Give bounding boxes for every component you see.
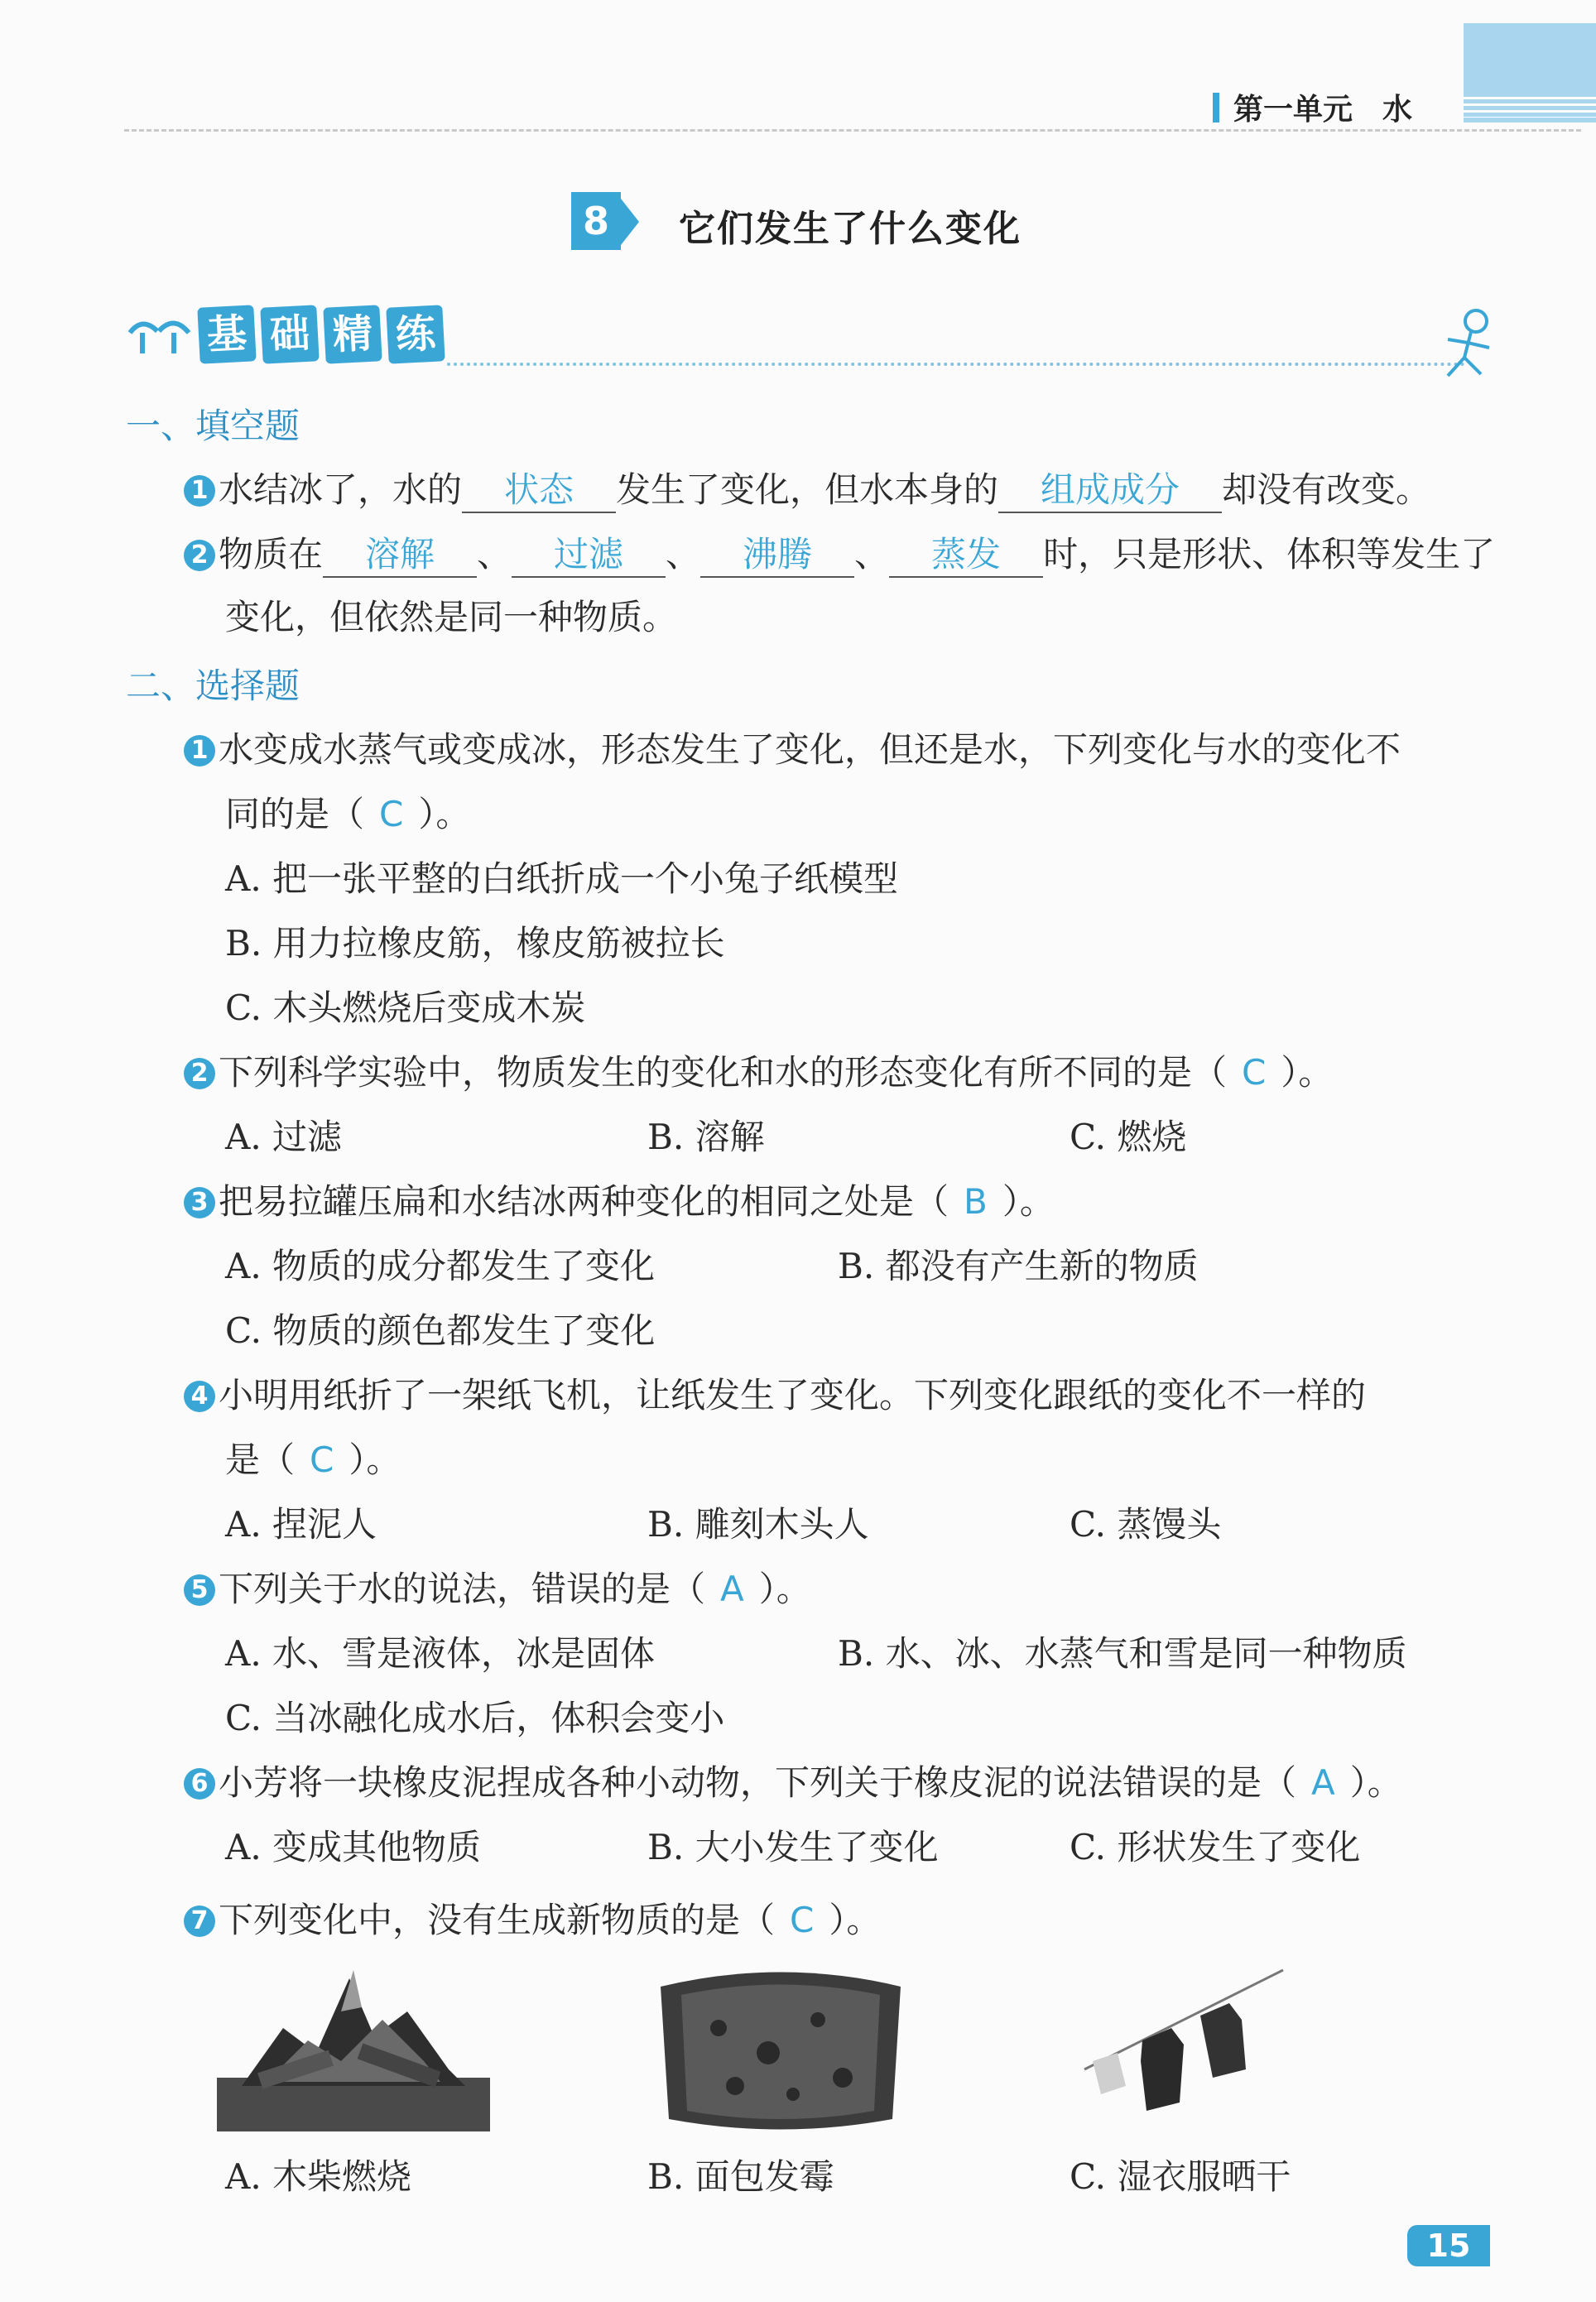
choice-q2-stem: ）。 — [1281, 1052, 1334, 1093]
choice-q7-option-b: B. 面包发霉 — [647, 2156, 834, 2197]
choice-q3-stem: ）。 — [1002, 1181, 1055, 1222]
choice-q1-stem: 同的是（ — [225, 794, 365, 834]
choice-q2-stem: 下列科学实验中，物质发生的变化和水的形态变化有所不同的是（ — [219, 1052, 1228, 1093]
running-figure-icon — [1436, 306, 1502, 381]
banner-char: 础 — [260, 305, 319, 363]
question-number: 4 — [184, 1381, 215, 1412]
choice-q4-option-b: B. 雕刻木头人 — [647, 1504, 869, 1545]
moldy-bread-image — [644, 1962, 917, 2136]
fill-q1-text: 水结冰了，水的 — [219, 469, 463, 510]
choice-q7-answer[interactable]: C — [790, 1900, 815, 1940]
fill-q2-sep: 、 — [666, 534, 701, 574]
lesson-badge-tail — [621, 199, 639, 245]
choice-q2-option-c: C. 燃烧 — [1070, 1117, 1187, 1157]
section-banner — [199, 306, 444, 364]
choice-q7-stem: 下列变化中，没有生成新物质的是（ — [219, 1900, 776, 1940]
question-number: 5 — [184, 1574, 215, 1606]
fill-q1-text: 发生了变化，但水本身的 — [616, 469, 999, 510]
fill-q1 — [184, 465, 1430, 515]
choice-q5-line-1 — [184, 1564, 811, 1614]
choice-q4-option-c: C. 蒸馒头 — [1070, 1504, 1222, 1545]
banner-char: 基 — [197, 305, 256, 363]
choice-q3-option-a: A. 物质的成分都发生了变化 — [225, 1246, 656, 1286]
burning-firewood-image — [217, 1962, 490, 2136]
choice-q5-option-a: A. 水、雪是液体，冰是固体 — [225, 1633, 656, 1674]
choice-q7-option-c: C. 湿衣服晒干 — [1070, 2156, 1291, 2197]
choice-q1-answer[interactable]: C — [379, 794, 404, 834]
header-corner-stripes — [1464, 93, 1596, 118]
banner-char: 精 — [323, 305, 382, 363]
choice-q6-stem: 小芳将一块橡皮泥捏成各种小动物，下列关于橡皮泥的说法错误的是（ — [219, 1762, 1297, 1803]
choice-q1-stem: ）。 — [418, 794, 471, 834]
choice-q7-line-1 — [184, 1896, 881, 1945]
question-number: 1 — [184, 735, 215, 767]
fill-q1-text: 却没有改变。 — [1222, 469, 1431, 510]
choice-q4-stem: ）。 — [349, 1439, 401, 1480]
page-number: 15 — [1407, 2225, 1490, 2266]
fill-q2-blank-1[interactable]: 溶解 — [323, 533, 477, 578]
question-number: 1 — [184, 475, 215, 507]
choice-q2-line-1 — [184, 1048, 1333, 1098]
choice-q5-answer[interactable]: A — [720, 1569, 744, 1609]
choice-q2-option-a: A. 过滤 — [225, 1117, 343, 1157]
header-divider — [124, 129, 1581, 132]
choice-q7-stem: ）。 — [829, 1900, 882, 1940]
choice-q2-answer[interactable]: C — [1242, 1052, 1267, 1093]
choice-q6-answer[interactable]: A — [1311, 1762, 1335, 1803]
choice-q3-answer[interactable]: B — [964, 1181, 988, 1222]
fill-q2 — [184, 530, 1495, 579]
question-number: 2 — [184, 540, 215, 571]
choice-q6-stem: ）。 — [1349, 1762, 1402, 1803]
banner-dotted-rule — [447, 363, 1465, 366]
sprout-icon — [126, 308, 192, 358]
question-number: 3 — [184, 1187, 215, 1218]
choice-q4-stem: 小明用纸折了一架纸飞机，让纸发生了变化。下列变化跟纸的变化不一样的 — [219, 1375, 1367, 1415]
fill-q2-text: 物质在 — [219, 534, 324, 574]
unit-title: 第一单元 水 — [1233, 93, 1413, 127]
choice-q7-option-a: A. 木柴燃烧 — [225, 2156, 412, 2197]
choice-heading: 二、选择题 — [126, 666, 300, 706]
choice-q6-line-1 — [184, 1758, 1402, 1808]
fill-q2-blank-3[interactable]: 沸腾 — [700, 533, 854, 578]
choice-q1-option-c: C. 木头燃烧后变成木炭 — [225, 988, 586, 1028]
fill-q2-blank-4[interactable]: 蒸发 — [889, 533, 1043, 578]
choice-q2-option-b: B. 溶解 — [647, 1117, 765, 1157]
question-number: 7 — [184, 1906, 215, 1937]
drying-clothes-image — [1076, 1962, 1349, 2136]
header-marker — [1213, 93, 1219, 123]
choice-q1-option-a: A. 把一张平整的白纸折成一个小兔子纸模型 — [225, 858, 899, 899]
choice-q3-option-b: B. 都没有产生新的物质 — [838, 1246, 1199, 1286]
fill-q2-text: 时，只是形状、体积等发生了 — [1043, 534, 1496, 574]
choice-q4-option-a: A. 捏泥人 — [225, 1504, 377, 1545]
choice-q6-option-b: B. 大小发生了变化 — [647, 1827, 939, 1867]
choice-q6-option-c: C. 形状发生了变化 — [1070, 1827, 1361, 1867]
choice-q3-stem: 把易拉罐压扁和水结冰两种变化的相同之处是（ — [219, 1181, 949, 1222]
lesson-title: 它们发生了什么变化 — [679, 208, 1022, 250]
fill-q2-sep: 、 — [854, 534, 890, 574]
choice-q3-line-1 — [184, 1177, 1055, 1227]
choice-q1-option-b: B. 用力拉橡皮筋，橡皮筋被拉长 — [225, 923, 725, 964]
choice-q4-answer[interactable]: C — [310, 1439, 334, 1480]
choice-q1-line-2 — [225, 790, 470, 839]
choice-q4-line-1 — [184, 1371, 1366, 1420]
lesson-number-badge: 8 — [571, 192, 621, 250]
fill-q2-sep: 、 — [477, 534, 512, 574]
choice-q4-stem: 是（ — [225, 1439, 296, 1480]
banner-char: 练 — [386, 305, 445, 363]
choice-q5-option-b: B. 水、冰、水蒸气和雪是同一种物质 — [838, 1633, 1407, 1674]
question-number: 2 — [184, 1058, 215, 1089]
fill-q1-blank-1[interactable]: 状态 — [462, 469, 616, 513]
question-number: 6 — [184, 1768, 215, 1800]
choice-q6-option-a: A. 变成其他物质 — [225, 1827, 482, 1867]
choice-q5-stem: 下列关于水的说法，错误的是（ — [219, 1569, 706, 1609]
fill-q2-blank-2[interactable]: 过滤 — [512, 533, 666, 578]
choice-q5-option-c: C. 当冰融化成水后，体积会变小 — [225, 1698, 725, 1738]
fill-q2-line-2: 变化，但依然是同一种物质。 — [225, 597, 678, 637]
choice-q5-stem: ）。 — [758, 1569, 811, 1609]
choice-q4-line-2 — [225, 1435, 401, 1485]
choice-q1-stem: 水变成水蒸气或变成冰，形态发生了变化，但还是水，下列变化与水的变化不 — [219, 729, 1401, 770]
choice-q1-line-1 — [184, 725, 1401, 775]
choice-q3-option-c: C. 物质的颜色都发生了变化 — [225, 1310, 656, 1351]
fill-q1-blank-2[interactable]: 组成成分 — [998, 469, 1222, 513]
fill-in-heading: 一、填空题 — [126, 406, 300, 446]
